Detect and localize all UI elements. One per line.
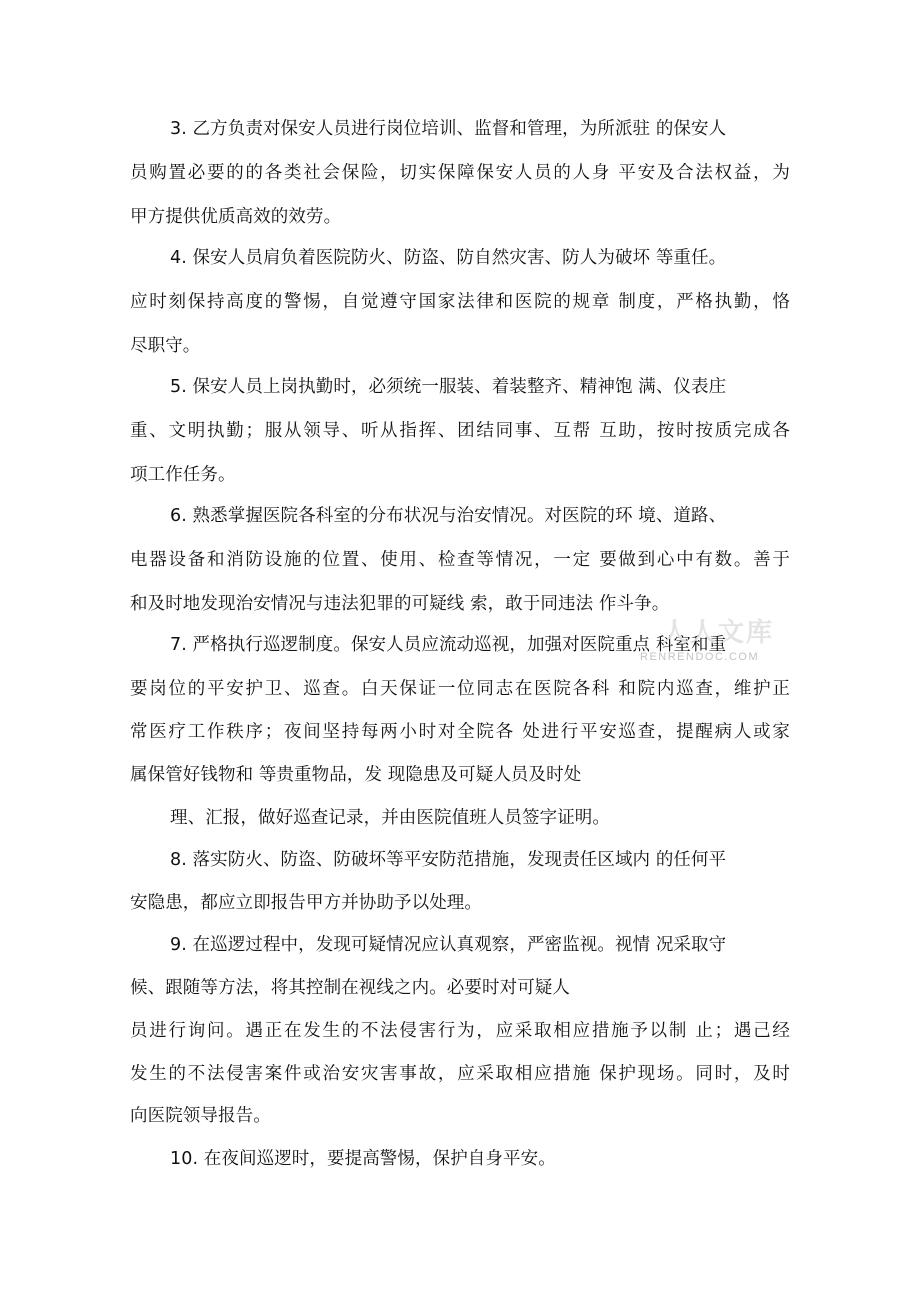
paragraph-3-line-2: 员购置必要的的各类社会保险，切实保障保安人员的人身 平安及合法权益，为 bbox=[130, 163, 790, 183]
paragraph-5-line-1: 5. 保安人员上岗执勤时，必须统一服装、着装整齐、精神饱 满、仪表庄 bbox=[170, 377, 727, 397]
paragraph-9-continuation-line-2: 发生的不法侵害案件或治安灾害事故，应采取相应措施 保护现场。同时，及时 bbox=[130, 1064, 790, 1084]
paragraph-6-line-2: 电器设备和消防设施的位置、使用、检查等情况，一定 要做到心中有数。善于 bbox=[130, 550, 790, 570]
paragraph-10-line-1: 10. 在夜间巡逻时，要提高警惕，保护自身平安。 bbox=[170, 1149, 556, 1169]
paragraph-4-line-3: 尽职守。 bbox=[130, 336, 201, 356]
paragraph-5-line-3: 项工作任务。 bbox=[130, 465, 236, 485]
paragraph-7-continuation: 理、汇报，做好巡查记录，并由医院值班人员签字证明。 bbox=[170, 808, 610, 828]
paragraph-9-continuation-line-3: 向医院领导报告。 bbox=[130, 1106, 271, 1126]
paragraph-9-line-2: 候、跟随等方法，将其控制在视线之内。必要时对可疑人 bbox=[130, 978, 570, 998]
paragraph-9-line-1: 9. 在巡逻过程中，发现可疑情况应认真观察，严密监视。视情 况采取守 bbox=[170, 935, 727, 955]
paragraph-7-line-4: 属保管好钱物和 等贵重物品，发 现隐患及可疑人员及时处 bbox=[130, 765, 582, 785]
watermark-main-text: 人人文库 bbox=[662, 618, 775, 648]
paragraph-6-line-1: 6. 熟悉掌握医院各科室的分布状况与治安情况。对医院的环 境、道路、 bbox=[170, 506, 727, 526]
paragraph-4-line-1: 4. 保安人员肩负着医院防火、防盗、防自然灾害、防人为破坏 等重任。 bbox=[170, 248, 727, 268]
paragraph-4-line-2: 应时刻保持高度的警惕，自觉遵守国家法律和医院的规章 制度，严格执勤，恪 bbox=[130, 292, 790, 312]
paragraph-3-line-1: 3. 乙方负责对保安人员进行岗位培训、监督和管理，为所派驻 的保安人 bbox=[170, 119, 727, 139]
watermark-sub-text: RENRENDOC.COM bbox=[640, 651, 760, 663]
paragraph-8-line-1: 8. 落实防火、防盗、防破坏等平安防范措施，发现责任区域内 的任何平 bbox=[170, 850, 727, 870]
paragraph-6-line-3: 和及时地发现治安情况与违法犯罪的可疑线 索，敢于同违法 作斗争。 bbox=[130, 594, 670, 614]
paragraph-9-continuation-line-1: 员进行询问。遇正在发生的不法侵害行为，应采取相应措施予以制 止；遇己经 bbox=[130, 1021, 790, 1041]
paragraph-8-line-2: 安隐患，都应立即报告甲方并协助予以处理。 bbox=[130, 893, 482, 913]
paragraph-3-line-3: 甲方提供优质高效的效劳。 bbox=[130, 207, 342, 227]
paragraph-7-line-1: 7. 严格执行巡逻制度。保安人员应流动巡视，加强对医院重点 科室和重 bbox=[170, 635, 727, 655]
paragraph-5-line-2: 重、文明执勤；服从领导、听从指挥、团结同事、互帮 互助，按时按质完成各 bbox=[130, 421, 790, 441]
paragraph-7-line-3: 常医疗工作秩序；夜间坚持每两小时对全院各 处进行平安巡查，提醒病人或家 bbox=[130, 722, 790, 742]
paragraph-7-line-2: 要岗位的平安护卫、巡查。白天保证一位同志在医院各科 和院内巡查，维护正 bbox=[130, 679, 790, 699]
